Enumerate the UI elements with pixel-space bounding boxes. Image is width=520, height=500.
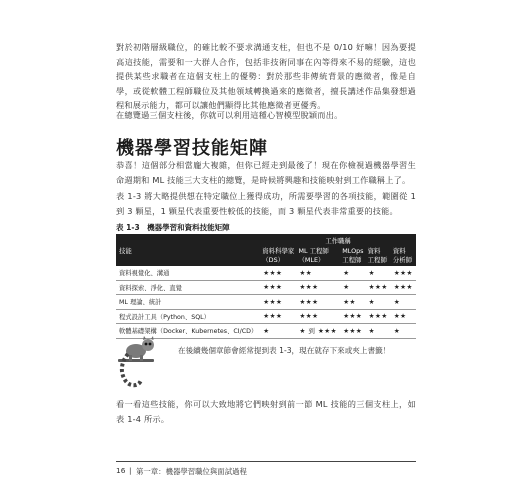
skill-name: 資料探索、淨化、直覺 xyxy=(116,280,260,295)
paragraph-congratulations: 恭喜！這個部分相當龐大複雜，但你已經走到最後了！現在你檢視過機器學習生命週期和 ML 技能三大支柱的總覽，是時候將興趣和技能映射到工作職稱上了。 xyxy=(116,160,416,185)
rating-cell: ★★★ xyxy=(340,324,365,339)
skill-column-header: 技能 xyxy=(116,234,260,266)
rating-cell: ★★★ xyxy=(366,280,391,295)
footer-separator: | xyxy=(129,466,132,475)
paragraph-table-intro: 表 1-3 將大略提供想在特定職位上獲得成功，所需要學習的各項技能，範圍從 1 到 3 顆星，1 顆星代表重要性較低的技能，而 3 顆星代表非常重要的技能。 xyxy=(116,191,416,216)
rating-cell: ★ xyxy=(340,266,365,280)
rating-cell: ★ xyxy=(366,324,391,339)
rating-cell: ★★★ xyxy=(340,309,365,324)
rating-cell: ★★★ xyxy=(260,295,296,310)
footer-rule xyxy=(116,461,416,462)
table-caption: 表 1-3 機器學習和資料技能矩陣 xyxy=(116,223,230,232)
footer-chapter-title: 第一章：機器學習職位與面試過程 xyxy=(136,467,247,476)
rating-cell: ★ xyxy=(366,295,391,310)
rating-cell: ★ xyxy=(366,266,391,280)
rating-cell: ★ xyxy=(340,280,365,295)
table-row xyxy=(116,295,416,310)
role-header-data-scientist: 資料科學家 （DS） xyxy=(260,246,296,266)
table-row xyxy=(116,309,416,324)
role-header-mlops-engineer: MLOps 工程師 xyxy=(340,246,365,266)
rating-cell: ★ xyxy=(260,324,296,339)
rating-cell: ★★ xyxy=(340,295,365,310)
rating-cell: ★★★ xyxy=(391,280,416,295)
page-number: 16 xyxy=(116,466,126,475)
table-row xyxy=(116,266,416,280)
rating-cell: ★ 到 ★★★ xyxy=(296,324,340,339)
note-text: 在後續幾個章節會經常提到表 1-3，現在就存下來或夾上書籤！ xyxy=(178,346,391,355)
skill-name: ML 理論、統計 xyxy=(116,295,260,310)
rating-cell: ★★★ xyxy=(260,266,296,280)
role-header-ml-engineer: ML 工程師 （MLE） xyxy=(296,246,340,266)
rating-cell: ★★★ xyxy=(260,309,296,324)
skill-name: 程式設計工具（Python、SQL） xyxy=(116,309,260,324)
skill-name: 資料視覺化、溝通 xyxy=(116,266,260,280)
job-title-group-header: 工作職稱 xyxy=(260,234,416,246)
rating-cell: ★ xyxy=(391,295,416,310)
rating-cell: ★★★ xyxy=(366,309,391,324)
role-header-data-analyst: 資料 分析師 xyxy=(391,246,416,266)
rating-cell: ★★★ xyxy=(296,309,340,324)
skill-name: 軟體基礎架構（Docker、Kubernetes、CI/CD） xyxy=(116,324,260,339)
paragraph-communication-pillar: 對於初階層級職位，的確比較不要求溝通支柱，但也不是 0/10 好嘛！因為要提高這技能，需要和一大群人合作，包括非技術同事在內等得來不易的經驗，這也提供某些求職者在這個支柱上的優勢：對於那些非傳統背景的應徵者，像是自學，或從軟體工程師職位及其他領域轉換過來的應徵者，擅長講述作品集發想過程和展示能力，都可以讓他們顯得比其他應徵者更優秀。 xyxy=(116,42,416,110)
ring-tailed-lemur-icon xyxy=(117,330,163,392)
role-header-data-engineer: 資料 工程師 xyxy=(366,246,391,266)
paragraph-pillar-mapping: 看一看這些技能，你可以大致地將它們映射到前一節 ML 技能的三個支柱上，如表 1-4 所示。 xyxy=(116,399,416,424)
rating-cell: ★★ xyxy=(391,309,416,324)
paragraph-mental-model: 在總覽過三個支柱後，你就可以利用這種心智模型脫穎而出。 xyxy=(116,110,343,120)
rating-cell: ★★★ xyxy=(296,280,340,295)
table-row xyxy=(116,280,416,295)
rating-cell: ★★★ xyxy=(260,280,296,295)
rating-cell: ★★★ xyxy=(391,266,416,280)
rating-cell: ★★ xyxy=(296,266,340,280)
rating-cell: ★★★ xyxy=(296,295,340,310)
skill-matrix-table xyxy=(116,234,416,339)
rating-cell: ★ xyxy=(391,324,416,339)
section-heading: 機器學習技能矩陣 xyxy=(116,138,268,159)
